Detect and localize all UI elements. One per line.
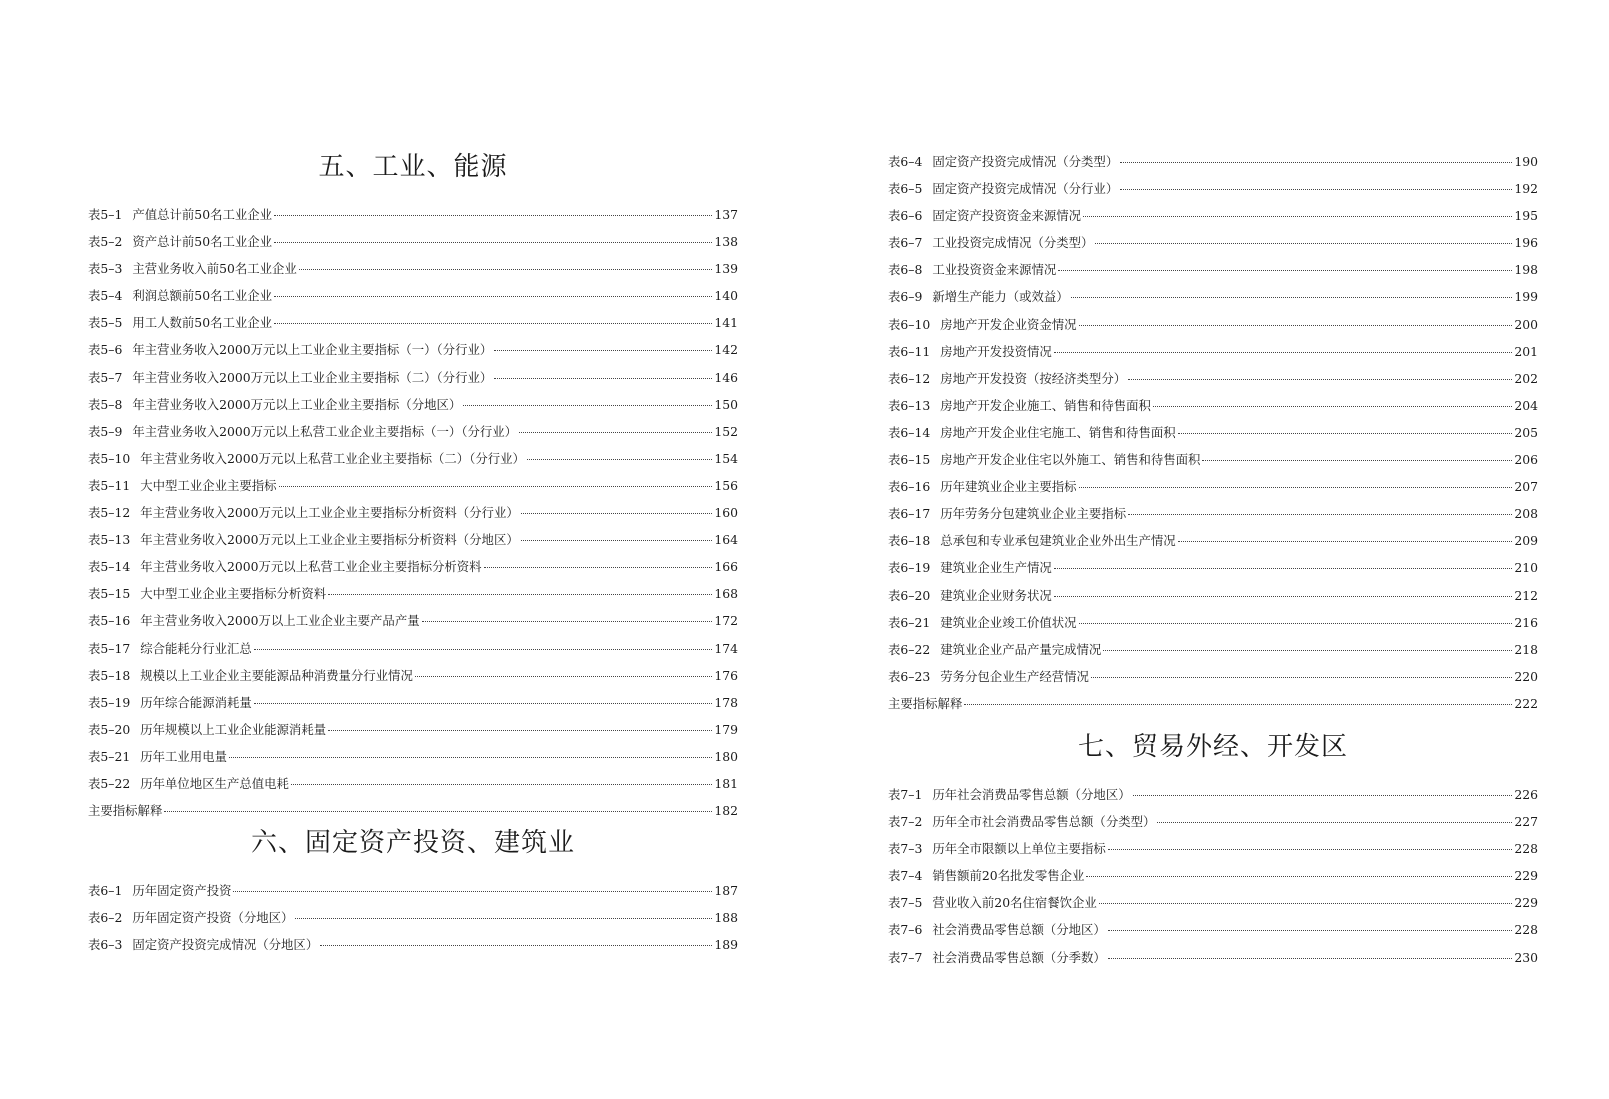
- toc-entry-title: 历年劳务分包建筑业企业主要指标: [940, 506, 1127, 522]
- toc-entry-page-number: 180: [714, 748, 738, 764]
- dot-leader: [229, 757, 712, 758]
- toc-entry-page-number: 188: [714, 910, 738, 926]
- toc-entry-title: 历年固定资产投资: [132, 883, 232, 898]
- toc-entry-title: 房地产开发企业资金情况: [940, 316, 1077, 332]
- toc-entry-page-number: 138: [714, 234, 738, 250]
- toc-entry-title: 年主营业务收入2000万元以上工业企业主要指标分析资料（分地区）: [140, 532, 519, 548]
- dot-leader: [1054, 568, 1513, 569]
- toc-entry-code: 表6–10: [888, 316, 931, 332]
- dot-leader: [415, 676, 713, 677]
- toc-entry-page-number: 230: [1514, 949, 1538, 965]
- toc-entry-page-number: 152: [714, 423, 738, 439]
- toc-entry-page-number: 205: [1514, 424, 1538, 440]
- toc-entry-page-number: 199: [1514, 289, 1538, 305]
- toc-entry-code: 表5–14: [88, 559, 131, 575]
- toc-entry[interactable]: [888, 148, 1538, 175]
- section-title-industry-energy: 五、工业、能源: [318, 152, 508, 182]
- toc-entry-title: 年主营业务收入2000万元以上工业企业主要指标（一）（分行业）: [132, 342, 493, 358]
- toc-entry[interactable]: [88, 662, 738, 689]
- dot-leader: [1178, 541, 1513, 542]
- toc-entry[interactable]: [888, 663, 1538, 690]
- toc-entry-page-number: 201: [1514, 343, 1538, 359]
- toc-entry-title: 房地产开发投资情况: [940, 343, 1052, 359]
- toc-entry-code: 表5–7: [88, 369, 123, 385]
- toc-entry-code: 表7–1: [888, 787, 923, 802]
- toc-entry-title: 销售额前20名批发零售企业: [932, 868, 1085, 884]
- toc-entry[interactable]: [88, 553, 738, 580]
- dot-leader: [1128, 514, 1512, 515]
- toc-entry-title: 年主营业务收入2000万元以上工业企业主要指标（分地区）: [132, 396, 462, 412]
- toc-entry-title: 历年工业用电量: [140, 748, 227, 764]
- dot-leader: [1120, 189, 1512, 190]
- toc-entry-code: 表7–2: [888, 814, 923, 830]
- toc-entry[interactable]: [888, 582, 1538, 609]
- dot-leader: [1202, 460, 1512, 461]
- dot-leader: [164, 811, 712, 812]
- toc-entry-page-number: 212: [1514, 587, 1538, 603]
- dot-leader: [1054, 596, 1513, 597]
- dot-leader: [1058, 270, 1512, 271]
- toc-entry-code: 表5–9: [88, 423, 123, 439]
- dot-leader: [1091, 677, 1512, 678]
- toc-entry[interactable]: [888, 527, 1538, 554]
- toc-entry-code: 表5–4: [88, 288, 123, 304]
- toc-entry-title: 社会消费品零售总额（分季数）: [932, 949, 1106, 965]
- toc-entry-title: 年主营业务收入2000万以上工业企业主要产品产量: [140, 613, 420, 629]
- toc-entry-page-number: 139: [714, 261, 738, 277]
- dot-leader: [1083, 216, 1512, 217]
- toc-entry-code: 表6–12: [888, 370, 931, 386]
- toc-entry-title: 劳务分包企业生产经营情况: [940, 668, 1089, 684]
- toc-entry-title: 综合能耗分行业汇总: [140, 640, 252, 656]
- toc-entry[interactable]: [88, 418, 738, 445]
- dot-leader: [1079, 487, 1513, 488]
- toc-entry-code: 表5–1: [88, 207, 123, 222]
- dot-leader: [1153, 406, 1512, 407]
- dot-leader: [1071, 297, 1513, 298]
- toc-entry-code: 表6–5: [888, 181, 923, 197]
- toc-entry-page-number: 137: [714, 207, 738, 222]
- toc-entry-code: 表7–7: [888, 949, 923, 965]
- section-title-trade-development: 七、贸易外经、开发区: [1077, 732, 1348, 762]
- toc-entry-page-number: 220: [1514, 668, 1538, 684]
- toc-entry[interactable]: [88, 445, 738, 472]
- toc-entry-page-number: 182: [714, 803, 738, 819]
- toc-entry-code: 表6–19: [888, 560, 931, 576]
- toc-entry[interactable]: [888, 256, 1538, 283]
- toc-entry-title: 历年社会消费品零售总额（分地区）: [932, 787, 1131, 802]
- toc-entry[interactable]: [888, 419, 1538, 446]
- dot-leader: [1108, 958, 1513, 959]
- toc-entry-page-number: 164: [714, 532, 738, 548]
- toc-entry[interactable]: [888, 175, 1538, 202]
- toc-entry-code: 表5–21: [88, 748, 131, 764]
- toc-entry[interactable]: [88, 364, 738, 391]
- toc-entry[interactable]: [888, 690, 1538, 717]
- dot-leader: [494, 350, 712, 351]
- toc-entry-title: 主要指标解释: [888, 695, 963, 711]
- toc-entry-title: 固定资产投资完成情况（分地区）: [132, 937, 319, 953]
- toc-entry-code: 表6–22: [888, 641, 931, 657]
- toc-entry-page-number: 218: [1514, 641, 1538, 657]
- toc-entry[interactable]: [888, 338, 1538, 365]
- dot-leader: [279, 486, 713, 487]
- toc-entry-page-number: 172: [714, 613, 738, 629]
- toc-entry-code: 表5–20: [88, 721, 131, 737]
- toc-entry-page-number: 140: [714, 288, 738, 304]
- toc-entry[interactable]: [88, 770, 738, 797]
- toc-entry[interactable]: [88, 282, 738, 309]
- dot-leader: [274, 296, 712, 297]
- toc-entry-title: 历年固定资产投资（分地区）: [132, 910, 294, 926]
- toc-list-section5: [88, 201, 738, 824]
- toc-entry-code: 表7–3: [888, 841, 923, 857]
- toc-entry[interactable]: [88, 255, 738, 282]
- dot-leader: [1079, 325, 1513, 326]
- dot-leader: [1108, 930, 1513, 931]
- toc-entry[interactable]: [888, 473, 1538, 500]
- toc-entry-title: 建筑业企业财务状况: [940, 587, 1052, 603]
- toc-entry-code: 表6–11: [888, 343, 931, 359]
- toc-entry-code: 表7–4: [888, 868, 923, 884]
- toc-entry[interactable]: [888, 311, 1538, 338]
- toc-entry[interactable]: [88, 472, 738, 499]
- dot-leader: [1095, 243, 1512, 244]
- toc-entry-page-number: 229: [1514, 895, 1538, 911]
- toc-entry-title: 大中型工业企业主要指标分析资料: [140, 586, 327, 602]
- toc-entry-code: 表6–6: [888, 208, 923, 224]
- toc-entry-code: 表6–14: [888, 424, 931, 440]
- toc-entry[interactable]: [888, 554, 1538, 581]
- toc-entry-title: 建筑业企业产品产量完成情况: [940, 641, 1102, 657]
- toc-entry-code: 表5–13: [88, 532, 131, 548]
- dot-leader: [1079, 623, 1513, 624]
- toc-entry-code: 表5–12: [88, 505, 131, 521]
- toc-entry-code: 表6–16: [888, 479, 931, 495]
- dot-leader: [233, 891, 712, 892]
- toc-entry[interactable]: [888, 916, 1538, 943]
- toc-entry-page-number: 179: [714, 721, 738, 737]
- toc-entry-code: 表5–5: [88, 315, 123, 331]
- toc-entry[interactable]: [888, 446, 1538, 473]
- toc-entry-title: 年主营业务收入2000万元以上工业企业主要指标分析资料（分行业）: [140, 505, 519, 521]
- toc-entry-title: 房地产开发投资（按经济类型分）: [940, 370, 1127, 386]
- toc-entry-page-number: 207: [1514, 479, 1538, 495]
- toc-entry[interactable]: [88, 201, 738, 228]
- toc-entry-code: 表5–16: [88, 613, 131, 629]
- toc-entry-title: 历年单位地区生产总值电耗: [140, 775, 289, 791]
- dot-leader: [1133, 795, 1513, 796]
- toc-entry-title: 历年全市社会消费品零售总额（分类型）: [932, 814, 1156, 830]
- dot-leader: [1120, 162, 1512, 163]
- toc-entry-page-number: 190: [1514, 154, 1538, 169]
- toc-entry[interactable]: [888, 781, 1538, 808]
- dot-leader: [463, 405, 712, 406]
- toc-entry-code: 表6–9: [888, 289, 923, 305]
- toc-entry-page-number: 154: [714, 450, 738, 466]
- toc-entry[interactable]: [88, 580, 738, 607]
- dot-leader: [274, 323, 712, 324]
- toc-entry-title: 主要指标解释: [88, 803, 163, 819]
- dot-leader: [494, 378, 712, 379]
- toc-list-section6-continued: [888, 148, 1538, 717]
- toc-entry[interactable]: [88, 743, 738, 770]
- toc-entry-page-number: 178: [714, 694, 738, 710]
- toc-entry-title: 历年综合能源消耗量: [140, 694, 252, 710]
- toc-entry-code: 表5–2: [88, 234, 123, 250]
- toc-entry-page-number: 168: [714, 586, 738, 602]
- toc-entry-title: 建筑业企业竣工价值状况: [940, 614, 1077, 630]
- toc-entry[interactable]: [888, 500, 1538, 527]
- toc-entry-page-number: 141: [714, 315, 738, 331]
- toc-entry-page-number: 166: [714, 559, 738, 575]
- toc-entry-title: 房地产开发企业住宅施工、销售和待售面积: [940, 424, 1176, 440]
- toc-entry-page-number: 146: [714, 369, 738, 385]
- toc-entry-title: 年主营业务收入2000万元以上工业企业主要指标（二）（分行业）: [132, 369, 493, 385]
- toc-entry[interactable]: [888, 202, 1538, 229]
- toc-entry[interactable]: [888, 889, 1538, 916]
- toc-entry-page-number: 196: [1514, 235, 1538, 251]
- toc-entry[interactable]: [88, 526, 738, 553]
- toc-entry-title: 规模以上工业企业主要能源品种消费量分行业情况: [140, 667, 413, 683]
- toc-entry-title: 总承包和专业承包建筑业企业外出生产情况: [940, 533, 1176, 549]
- toc-entry-code: 表7–6: [888, 922, 923, 938]
- dot-leader: [527, 459, 712, 460]
- toc-entry[interactable]: [88, 391, 738, 418]
- toc-entry-code: 表6–18: [888, 533, 931, 549]
- dot-leader: [1128, 379, 1512, 380]
- toc-entry-code: 表6–4: [888, 154, 923, 169]
- toc-entry-code: 表5–22: [88, 775, 131, 791]
- toc-entry-title: 工业投资完成情况（分类型）: [932, 235, 1094, 251]
- dot-leader: [422, 621, 713, 622]
- toc-entry-title: 建筑业企业生产情况: [940, 560, 1052, 576]
- toc-entry-title: 新增生产能力（或效益）: [932, 289, 1069, 305]
- dot-leader: [1099, 903, 1513, 904]
- toc-entry-code: 表6–8: [888, 262, 923, 278]
- toc-entry-title: 房地产开发企业住宅以外施工、销售和待售面积: [940, 452, 1201, 468]
- toc-entry-title: 利润总额前50名工业企业: [132, 288, 273, 304]
- toc-entry[interactable]: [888, 609, 1538, 636]
- toc-entry-code: 表6–20: [888, 587, 931, 603]
- toc-entry-code: 表6–2: [88, 910, 123, 926]
- toc-entry-code: 表5–17: [88, 640, 131, 656]
- toc-entry[interactable]: [88, 931, 738, 958]
- toc-entry[interactable]: [88, 499, 738, 526]
- toc-entry-code: 表7–5: [888, 895, 923, 911]
- dot-leader: [274, 215, 712, 216]
- toc-entry[interactable]: [88, 904, 738, 931]
- dot-leader: [1086, 876, 1512, 877]
- toc-entry[interactable]: [888, 392, 1538, 419]
- toc-list-section7: [888, 781, 1538, 971]
- toc-entry-title: 主营业务收入前50名工业企业: [132, 261, 297, 277]
- dot-leader: [274, 242, 712, 243]
- toc-entry-code: 表5–18: [88, 667, 131, 683]
- toc-entry-code: 表6–15: [888, 452, 931, 468]
- toc-entry-title: 历年规模以上工业企业能源消耗量: [140, 721, 327, 737]
- toc-entry[interactable]: [888, 944, 1538, 971]
- dot-leader: [320, 945, 712, 946]
- dot-leader: [521, 540, 713, 541]
- toc-entry-title: 固定资产投资完成情况（分类型）: [932, 154, 1119, 169]
- toc-entry-page-number: 228: [1514, 922, 1538, 938]
- toc-entry[interactable]: [888, 835, 1538, 862]
- toc-entry-code: 表5–10: [88, 450, 131, 466]
- toc-entry-page-number: 222: [1514, 695, 1538, 711]
- dot-leader: [291, 784, 712, 785]
- toc-entry-page-number: 209: [1514, 533, 1538, 549]
- toc-entry-page-number: 150: [714, 396, 738, 412]
- toc-entry-page-number: 181: [714, 775, 738, 791]
- toc-entry-page-number: 216: [1514, 614, 1538, 630]
- toc-entry-page-number: 202: [1514, 370, 1538, 386]
- toc-entry-code: 表6–21: [888, 614, 931, 630]
- toc-list-section6: [88, 877, 738, 958]
- toc-entry[interactable]: [88, 309, 738, 336]
- toc-entry-code: 表5–11: [88, 477, 131, 493]
- toc-entry-page-number: 160: [714, 505, 738, 521]
- toc-entry-title: 房地产开发企业施工、销售和待售面积: [940, 397, 1151, 413]
- toc-entry-code: 表6–13: [888, 397, 931, 413]
- toc-entry-page-number: 189: [714, 937, 738, 953]
- toc-entry-title: 工业投资资金来源情况: [932, 262, 1057, 278]
- dot-leader: [295, 918, 712, 919]
- toc-entry-page-number: 229: [1514, 868, 1538, 884]
- dot-leader: [328, 730, 712, 731]
- toc-entry[interactable]: [88, 689, 738, 716]
- dot-leader: [521, 513, 713, 514]
- dot-leader: [1054, 352, 1513, 353]
- toc-entry-title: 年主营业务收入2000万元以上私营工业企业主要指标（二）（分行业）: [140, 450, 525, 466]
- toc-entry-page-number: 200: [1514, 316, 1538, 332]
- toc-entry-title: 历年建筑业企业主要指标: [940, 479, 1077, 495]
- toc-entry[interactable]: [88, 228, 738, 255]
- toc-entry-code: 表6–17: [888, 506, 931, 522]
- toc-entry[interactable]: [88, 635, 738, 662]
- dot-leader: [519, 432, 712, 433]
- toc-entry-code: 表6–3: [88, 937, 123, 953]
- toc-entry-page-number: 176: [714, 667, 738, 683]
- toc-entry-code: 表5–19: [88, 694, 131, 710]
- toc-entry-code: 表5–8: [88, 396, 123, 412]
- toc-entry-page-number: 210: [1514, 560, 1538, 576]
- toc-entry-title: 年主营业务收入2000万元以上私营工业企业主要指标分析资料: [140, 559, 482, 575]
- toc-entry-title: 营业收入前20名住宿餐饮企业: [932, 895, 1097, 911]
- toc-entry[interactable]: [88, 336, 738, 363]
- toc-entry-page-number: 156: [714, 477, 738, 493]
- section-title-investment-construction: 六、固定资产投资、建筑业: [250, 828, 575, 858]
- dot-leader: [964, 704, 1512, 705]
- dot-leader: [1178, 433, 1513, 434]
- toc-entry[interactable]: [88, 607, 738, 634]
- toc-entry-page-number: 192: [1514, 181, 1538, 197]
- toc-entry-code: 表6–7: [888, 235, 923, 251]
- toc-entry-title: 社会消费品零售总额（分地区）: [932, 922, 1106, 938]
- toc-entry-page-number: 198: [1514, 262, 1538, 278]
- toc-entry[interactable]: [888, 636, 1538, 663]
- toc-entry-title: 产值总计前50名工业企业: [132, 207, 273, 222]
- dot-leader: [254, 649, 713, 650]
- toc-entry-page-number: 195: [1514, 208, 1538, 224]
- toc-entry-code: 表5–3: [88, 261, 123, 277]
- toc-entry-title: 历年全市限额以上单位主要指标: [932, 841, 1106, 857]
- toc-entry-title: 年主营业务收入2000万元以上私营工业企业主要指标（一）（分行业）: [132, 423, 518, 439]
- toc-entry-title: 用工人数前50名工业企业: [132, 315, 273, 331]
- dot-leader: [254, 703, 713, 704]
- toc-entry-code: 表6–23: [888, 668, 931, 684]
- toc-entry-page-number: 227: [1514, 814, 1538, 830]
- toc-entry[interactable]: [88, 797, 738, 824]
- toc-entry-page-number: 174: [714, 640, 738, 656]
- toc-entry[interactable]: [888, 229, 1538, 256]
- toc-entry-page-number: 228: [1514, 841, 1538, 857]
- toc-entry-title: 资产总计前50名工业企业: [132, 234, 273, 250]
- toc-entry-page-number: 142: [714, 342, 738, 358]
- toc-entry-code: 表6–1: [88, 883, 123, 898]
- dot-leader: [484, 567, 713, 568]
- toc-entry-page-number: 226: [1514, 787, 1538, 802]
- toc-entry-page-number: 206: [1514, 452, 1538, 468]
- toc-entry[interactable]: [88, 877, 738, 904]
- dot-leader: [1108, 849, 1513, 850]
- toc-entry[interactable]: [888, 283, 1538, 310]
- toc-entry[interactable]: [888, 808, 1538, 835]
- toc-entry-title: 固定资产投资资金来源情况: [932, 208, 1082, 224]
- toc-entry[interactable]: [88, 716, 738, 743]
- toc-entry-code: 表5–15: [88, 586, 131, 602]
- toc-entry-title: 固定资产投资完成情况（分行业）: [932, 181, 1119, 197]
- toc-entry[interactable]: [888, 365, 1538, 392]
- toc-entry-page-number: 204: [1514, 397, 1538, 413]
- toc-entry[interactable]: [888, 862, 1538, 889]
- dot-leader: [299, 269, 713, 270]
- toc-entry-page-number: 208: [1514, 506, 1538, 522]
- dot-leader: [1103, 650, 1512, 651]
- toc-entry-page-number: 187: [714, 883, 738, 898]
- toc-entry-code: 表5–6: [88, 342, 123, 358]
- toc-entry-title: 大中型工业企业主要指标: [140, 477, 277, 493]
- dot-leader: [1157, 822, 1512, 823]
- dot-leader: [328, 594, 712, 595]
